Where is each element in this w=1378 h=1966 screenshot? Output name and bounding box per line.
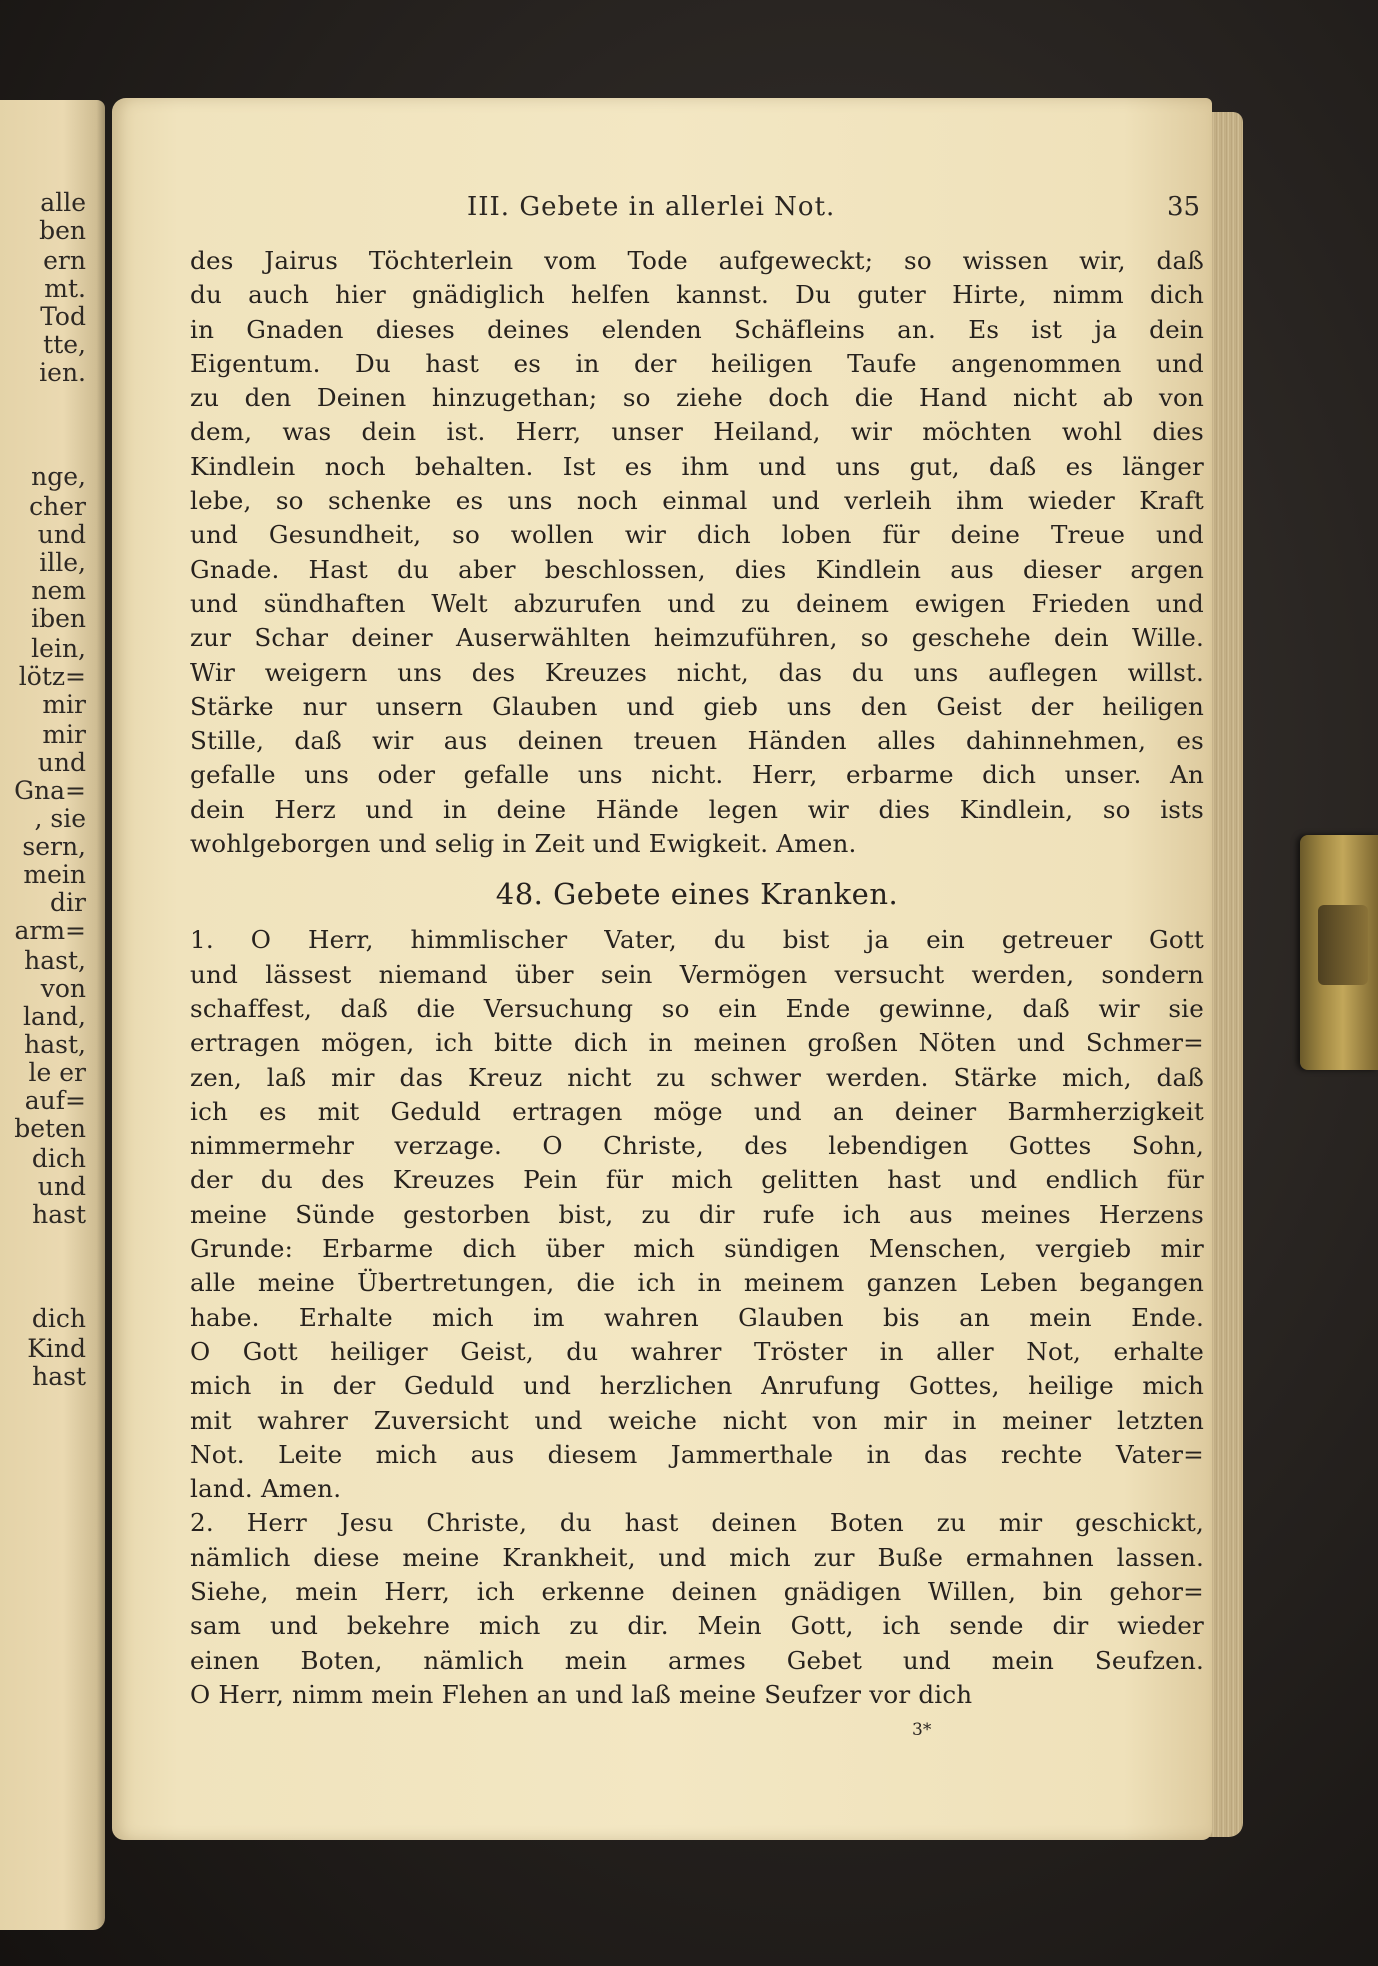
text-line: schaffest, daß die Versuchung so ein Ende gewinne, daß wir sie xyxy=(190,993,1204,1023)
text-line: zu den Deinen hinzugethan; so ziehe doch die Hand nicht ab von xyxy=(190,383,1204,413)
left-fragment: mir xyxy=(42,720,86,749)
text-line: einen Boten, nämlich mein armes Gebet und mein Seufzen. xyxy=(190,1645,1204,1675)
left-fragment: hast xyxy=(32,1362,86,1391)
left-fragment: Gna= xyxy=(14,776,86,805)
left-fragment: hast, xyxy=(24,946,86,975)
text-line: wohlgeborgen und selig in Zeit und Ewigkeit. Amen. xyxy=(190,829,857,859)
text-line: alle meine Übertretungen, die ich in meinem ganzen Leben begangen xyxy=(190,1268,1204,1298)
left-fragment: mein xyxy=(23,860,86,889)
text-line: land. Amen. xyxy=(190,1474,342,1504)
text-line: 2. Herr Jesu Christe, du hast deinen Boten zu mir geschickt, xyxy=(190,1508,1204,1538)
left-fragment: Tod xyxy=(40,302,86,331)
signature-mark: 3* xyxy=(912,1720,932,1740)
left-fragment: Kind xyxy=(27,1334,86,1363)
left-fragment: ern xyxy=(43,246,86,275)
left-fragment: auf= xyxy=(24,1086,86,1115)
text-line: der du des Kreuzes Pein für mich gelitten hast und endlich für xyxy=(190,1165,1204,1195)
section-title: 48. Gebete eines Kranken. xyxy=(495,877,899,912)
left-page xyxy=(0,100,105,1930)
text-line: Eigentum. Du hast es in der heiligen Taufe angenommen und xyxy=(190,348,1204,378)
left-fragment: nem xyxy=(31,576,86,605)
paragraph-2 xyxy=(190,923,1204,1506)
left-fragment: lein, xyxy=(31,634,86,663)
text-line: O Gott heiliger Geist, du wahrer Tröster in aller Not, erhalte xyxy=(190,1336,1204,1366)
left-fragment: iben xyxy=(31,604,86,633)
left-fragment: tte, xyxy=(43,330,86,359)
paragraph-1 xyxy=(190,244,1204,861)
text-line: Not. Leite mich aus diesem Jammerthale in das rechte Vater= xyxy=(190,1439,1204,1469)
text-line: Siehe, mein Herr, ich erkenne deinen gnädigen Willen, bin gehor= xyxy=(190,1576,1204,1606)
text-line: du auch hier gnädiglich helfen kannst. Du guter Hirte, nimm dich xyxy=(190,280,1204,310)
text-line: mit wahrer Zuversicht und weiche nicht von mir in meiner letzten xyxy=(190,1405,1204,1435)
text-line: Gnade. Hast du aber beschlossen, dies Kindlein aus dieser argen xyxy=(190,554,1204,584)
left-fragment: mir xyxy=(42,690,86,719)
text-line: des Jairus Töchterlein vom Tode aufgeweckt; so wissen wir, daß xyxy=(190,246,1204,275)
left-fragment: alle xyxy=(40,188,86,217)
text-line: lebe, so schenke es uns noch einmal und verleih ihm wieder Kraft xyxy=(190,486,1204,516)
page-text xyxy=(190,244,1204,1712)
text-line: nimmermehr verzage. O Christe, des lebendigen Gottes Sohn, xyxy=(190,1131,1204,1161)
left-fragment: ille, xyxy=(39,548,86,577)
text-line: dem, was dein ist. Herr, unser Heiland, wir möchten wohl dies xyxy=(190,417,1204,447)
text-line: mich in der Geduld und herzlichen Anrufung Gottes, heilige mich xyxy=(190,1371,1204,1401)
left-fragment: hast xyxy=(32,1200,86,1229)
left-fragment: land, xyxy=(23,1002,86,1031)
text-line: und lässest niemand über sein Vermögen versucht werden, sondern xyxy=(190,959,1204,989)
text-line: und sündhaften Welt abzurufen und zu deinem ewigen Frieden und xyxy=(190,588,1204,618)
text-line: meine Sünde gestorben bist, zu dir rufe ich aus meines Herzens xyxy=(190,1199,1204,1229)
left-fragment: ben xyxy=(39,216,86,245)
paragraph-3 xyxy=(190,1506,1204,1712)
clasp-pin xyxy=(1318,905,1368,985)
left-fragment: le er xyxy=(28,1058,86,1087)
text-line: gefalle uns oder gefalle uns nicht. Herr, erbarme dich unser. An xyxy=(190,760,1204,790)
text-line: nämlich diese meine Krankheit, und mich zur Buße ermahnen lassen. xyxy=(190,1542,1204,1572)
text-line: ich es mit Geduld ertragen möge und an deiner Barmherzigkeit xyxy=(190,1096,1204,1126)
left-fragment: nge, xyxy=(31,462,86,491)
left-fragment: beten xyxy=(14,1114,86,1143)
text-line: ertragen mögen, ich bitte dich in meinen großen Nöten und Schmer= xyxy=(190,1028,1204,1058)
left-fragment: lötz= xyxy=(18,662,86,691)
running-head: III. Gebete in allerlei Not. xyxy=(467,192,836,222)
left-fragment: und xyxy=(37,1172,86,1201)
left-fragment: , sie xyxy=(34,804,86,833)
left-fragment: dir xyxy=(50,888,86,917)
text-line: Grunde: Erbarme dich über mich sündigen Menschen, vergieb mir xyxy=(190,1234,1204,1264)
text-line: in Gnaden dieses deines elenden Schäfleins an. Es ist ja dein xyxy=(190,314,1204,344)
right-page xyxy=(112,98,1212,1840)
text-line: sam und bekehre mich zu dir. Mein Gott, ich sende dir wieder xyxy=(190,1611,1204,1641)
text-line: 1. O Herr, himmlischer Vater, du bist ja ein getreuer Gott xyxy=(190,925,1204,955)
left-fragment: dich xyxy=(31,1304,86,1333)
left-fragment: arm= xyxy=(14,916,86,945)
left-fragment: von xyxy=(40,974,86,1003)
text-line: und Gesundheit, so wollen wir dich loben für deine Treue und xyxy=(190,520,1204,550)
left-fragment: dich xyxy=(31,1144,86,1173)
left-fragment: hast, xyxy=(24,1030,86,1059)
left-fragment: cher xyxy=(29,492,86,521)
page-number: 35 xyxy=(1167,192,1201,222)
left-fragment: und xyxy=(37,748,86,777)
text-line: zur Schar deiner Auserwählten heimzuführen, so geschehe dein Wille. xyxy=(190,623,1204,653)
left-fragment: und xyxy=(37,520,86,549)
text-line: Kindlein noch behalten. Ist es ihm und uns gut, daß es länger xyxy=(190,451,1204,481)
left-fragment: sern, xyxy=(22,832,86,861)
left-fragment: ien. xyxy=(39,358,86,387)
left-fragment: mt. xyxy=(44,274,86,303)
text-line: O Herr, nimm mein Flehen an und laß meine Seufzer vor dich xyxy=(190,1679,973,1709)
text-line: habe. Erhalte mich im wahren Glauben bis an mein Ende. xyxy=(190,1302,1204,1332)
text-line: Stille, daß wir aus deinen treuen Händen alles dahinnehmen, es xyxy=(190,726,1204,756)
text-line: Stärke nur unsern Glauben und gieb uns den Geist der heiligen xyxy=(190,691,1204,721)
text-line: zen, laß mir das Kreuz nicht zu schwer werden. Stärke mich, daß xyxy=(190,1062,1204,1092)
text-line: Wir weigern uns des Kreuzes nicht, das du uns auflegen willst. xyxy=(190,657,1204,687)
text-line: dein Herz und in deine Hände legen wir dies Kindlein, so ists xyxy=(190,794,1204,824)
